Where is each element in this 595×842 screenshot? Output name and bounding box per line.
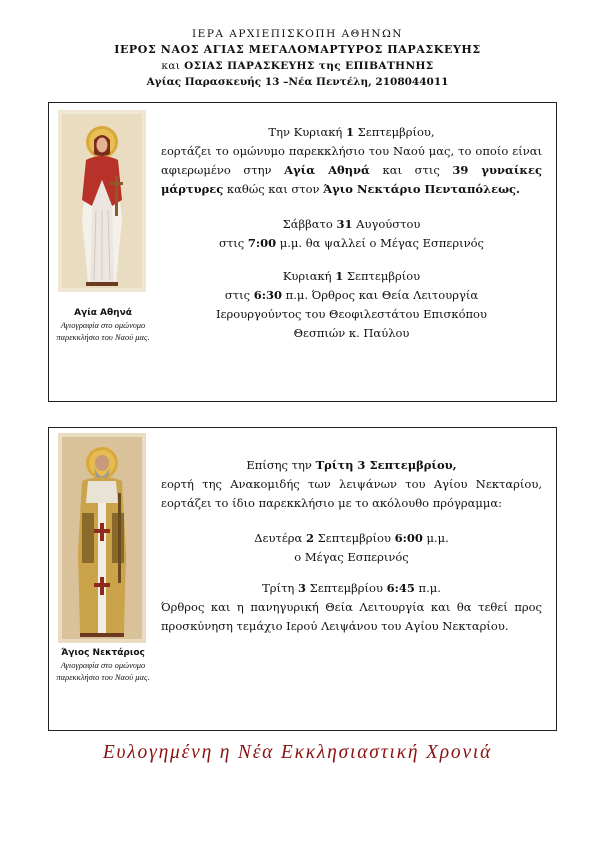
caption-saint-name: Αγία Αθηνά [74, 308, 132, 318]
event-month: Σεπτεμβρίου [343, 269, 421, 283]
caption-note: Αγιογραφία στο ομώνυμο παρεκκλήσιο του Ναού μας. [56, 660, 150, 682]
feast-description: εορτή της Ανακομιδής των λειψάνων του Αγίου Νεκταρίου, εορτάζει το ίδιο παρεκκλήσιο με το ακόλουθο πρόγραμμα: [161, 477, 542, 510]
event-liturgy-description: Όρθρος και η πανηγυρική Θεία Λειτουργία και θα τεθεί προς προσκύνηση τεμάχιο Ιερού Λειψάνου του Αγίου Νεκταρίου. [161, 600, 542, 633]
feast-description [161, 142, 542, 199]
event-month: Σεπτεμβρίου [314, 531, 395, 545]
saint-nektarios-icon [58, 433, 146, 643]
church-subtitle-prefix: και [161, 60, 185, 72]
church-address: Αγίας Παρασκευής 13 –Νέα Πεντέλη, 2108044011 [146, 76, 449, 88]
event-text: στις [224, 288, 254, 302]
feast-intro [161, 123, 542, 142]
description-part: εορτάζει το ομώνυμο παρεκκλήσιο του Ναού μας, το οποίο είναι αφιερωμένο στην [161, 144, 542, 177]
event-day-name: Δευτέρα [254, 531, 306, 545]
event-time: 6:00 [394, 531, 423, 545]
event-vespers [161, 215, 542, 253]
event-month: Αυγούστου [352, 217, 421, 231]
archdiocese-title: ΙΕΡΑ ΑΡΧΙΕΠΙΣΚΟΠΗ ΑΘΗΝΩΝ [192, 28, 403, 40]
feast-section-athena [48, 102, 557, 402]
church-subtitle-main: ΟΣΙΑΣ ΠΑΡΑΣΚΕΥΗΣ της ΕΠΙΒΑΤΗΝΗΣ [184, 60, 434, 72]
icon-caption-nektarios [49, 648, 157, 683]
intro-text: Επίσης την [246, 458, 316, 472]
description-part: καθώς και στον [223, 182, 324, 196]
caption-note: Αγιογραφία στο ομώνυμο παρεκκλήσιο του Ναού μας. [56, 320, 150, 342]
event-text: μ.μ. [422, 531, 449, 545]
nektarios-name: Άγιο Νεκτάριο Πενταπόλεως. [323, 182, 521, 196]
icon-sidebar [49, 103, 157, 401]
event-text: π.μ. [414, 581, 441, 595]
event-time: 7:00 [247, 236, 277, 250]
event-vespers [161, 529, 542, 567]
intro-month: Σεπτεμβρίου, [353, 125, 435, 139]
event-liturgy-header [161, 579, 542, 598]
martyrs-name: 39 γυναίκες μάρτυρες [161, 163, 542, 196]
saint-athena-icon [58, 110, 146, 292]
intro-day: 1 [345, 125, 354, 139]
footer-blessing: Ευλογημένη η Νέα Εκκλησιαστική Χρονιά [102, 742, 493, 763]
event-text: π.μ. Όρθρος και Θεία Λειτουργία [281, 288, 479, 302]
event-time: 6:30 [253, 288, 282, 302]
saint-nektarios-icon-image [58, 433, 146, 643]
icon-sidebar [49, 428, 157, 730]
event-day: 2 [305, 531, 314, 545]
event-text: Θεσπιών κ. Παύλου [293, 326, 410, 340]
section-content [161, 103, 542, 343]
event-text: μ.μ. θα ψαλλεί ο Μέγας Εσπερινός [276, 236, 484, 250]
feast-section-nektarios [48, 427, 557, 731]
saint-athena-icon-image [58, 110, 146, 292]
event-text: Ιερουργούντος του Θεοφιλεστάτου Επισκόπου [216, 307, 487, 321]
event-text: στις [219, 236, 248, 250]
event-text: ο Μέγας Εσπερινός [294, 550, 409, 564]
intro-date: Τρίτη 3 Σεπτεμβρίου, [315, 458, 457, 472]
caption-saint-name: Άγιος Νεκτάριος [61, 648, 145, 658]
section-content [161, 428, 542, 636]
church-subtitle [0, 58, 595, 74]
event-day-name: Τρίτη [262, 581, 298, 595]
saint-name: Αγία Αθηνά [284, 163, 370, 177]
icon-caption-athena [49, 308, 157, 343]
event-day: 3 [297, 581, 306, 595]
event-day: 1 [335, 269, 344, 283]
event-day-name: Σάββατο [282, 217, 337, 231]
feast-intro [161, 456, 542, 475]
church-title: ΙΕΡΟΣ ΝΑΟΣ ΑΓΙΑΣ ΜΕΓΑΛΟΜΑΡΤΥΡΟΣ ΠΑΡΑΣΚΕΥΗΣ [114, 43, 481, 56]
document-header [0, 26, 595, 90]
event-liturgy [161, 267, 542, 343]
event-month: Σεπτεμβρίου [306, 581, 387, 595]
intro-text: Την Κυριακή [268, 125, 346, 139]
event-day: 31 [336, 217, 353, 231]
description-part: και στις [369, 163, 453, 177]
event-day-name: Κυριακή [282, 269, 336, 283]
event-time: 6:45 [386, 581, 415, 595]
